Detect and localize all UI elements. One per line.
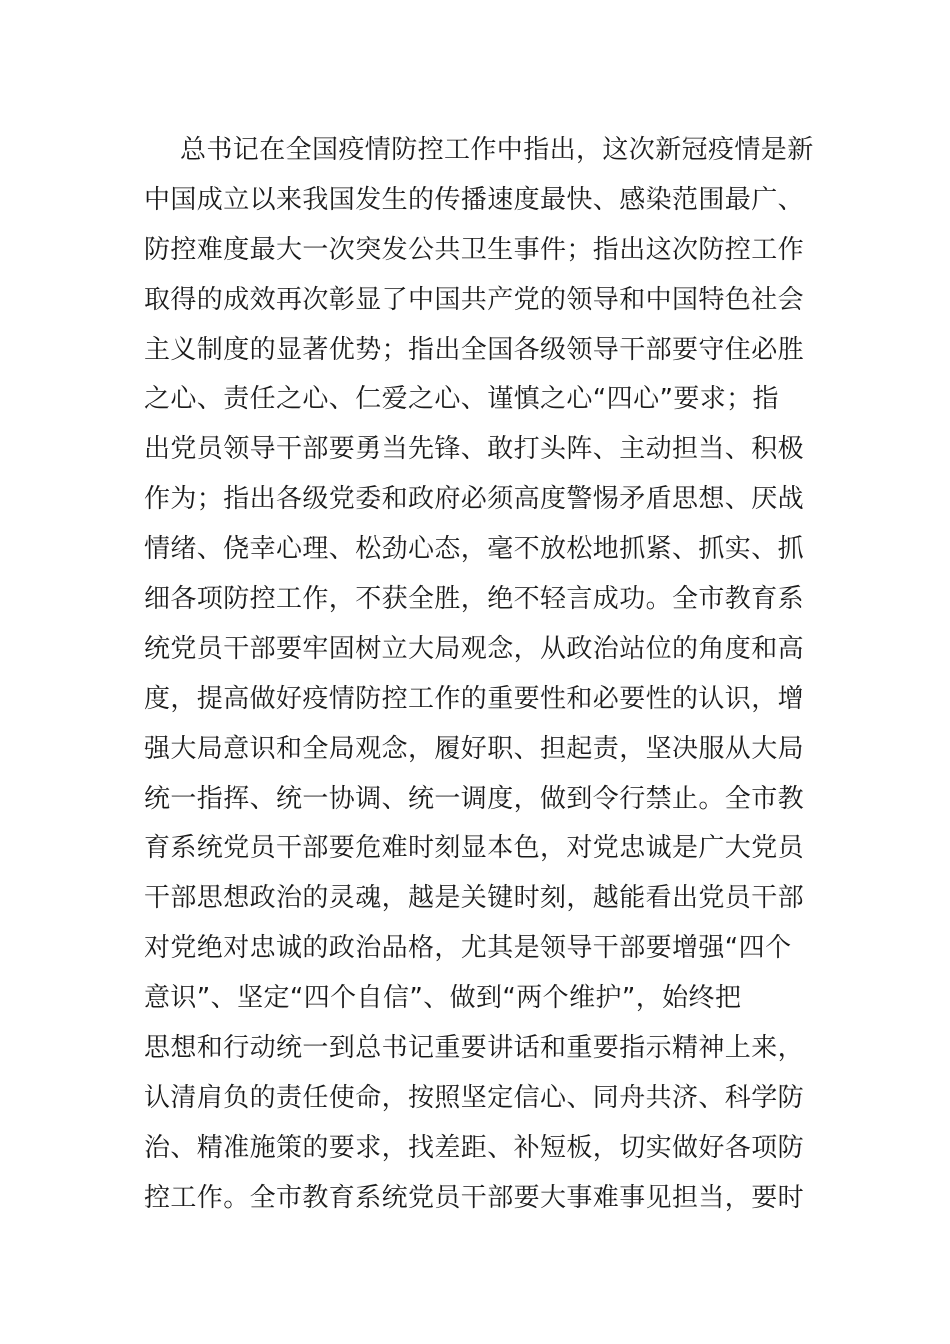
- paragraph-line-15: 育系统党员干部要危难时刻显本色，对党忠诚是广大党员: [144, 833, 805, 864]
- paragraph-line-3: 防控难度最大一次突发公共卫生事件；指出这次防控工作: [144, 234, 805, 265]
- paragraph-line-10: 细各项防控工作，不获全胜，绝不轻言成功。全市教育系: [144, 584, 805, 615]
- paragraph-line-9: 情绪、侥幸心理、松劲心态，毫不放松地抓紧、抓实、抓: [144, 534, 805, 565]
- paragraph-line-8: 作为；指出各级党委和政府必须高度警惕矛盾思想、厌战: [144, 484, 805, 515]
- paragraph-line-11: 统党员干部要牢固树立大局观念，从政治站位的角度和高: [144, 633, 805, 664]
- paragraph-line-20: 认清肩负的责任使命，按照坚定信心、同舟共济、科学防: [144, 1082, 805, 1113]
- body-paragraph: [144, 126, 814, 1224]
- paragraph-line-13: 强大局意识和全局观念，履好职、担起责，坚决服从大局: [144, 733, 805, 764]
- paragraph-line-4: 取得的成效再次彰显了中国共产党的领导和中国特色社会: [144, 284, 805, 315]
- paragraph-line-22: 控工作。全市教育系统党员干部要大事难事见担当，要时: [144, 1182, 805, 1213]
- paragraph-line-6: 之心、责任之心、仁爱之心、谨慎之心“四心”要求；指: [144, 384, 779, 415]
- paragraph-line-18: 意识”、坚定“四个自信”、做到“两个维护”，始终把: [144, 983, 742, 1014]
- paragraph-line-2: 中国成立以来我国发生的传播速度最快、感染范围最广、: [144, 184, 805, 215]
- paragraph-line-5: 主义制度的显著优势；指出全国各级领导干部要守住必胜: [144, 334, 805, 365]
- paragraph-line-12: 度，提高做好疫情防控工作的重要性和必要性的认识，增: [144, 683, 805, 714]
- paragraph-line-1: 总书记在全国疫情防控工作中指出，这次新冠疫情是新: [180, 135, 814, 165]
- paragraph-line-14: 统一指挥、统一协调、统一调度，做到令行禁止。全市教: [144, 783, 805, 814]
- paragraph-line-7: 出党员领导干部要勇当先锋、敢打头阵、主动担当、积极: [144, 434, 805, 465]
- paragraph-line-21: 治、精准施策的要求，找差距、补短板，切实做好各项防: [144, 1132, 805, 1163]
- paragraph-line-19: 思想和行动统一到总书记重要讲话和重要指示精神上来，: [144, 1033, 805, 1064]
- paragraph-line-17: 对党绝对忠诚的政治品格，尤其是领导干部要增强“四个: [144, 933, 792, 964]
- paragraph-line-16: 干部思想政治的灵魂，越是关键时刻，越能看出党员干部: [144, 883, 805, 914]
